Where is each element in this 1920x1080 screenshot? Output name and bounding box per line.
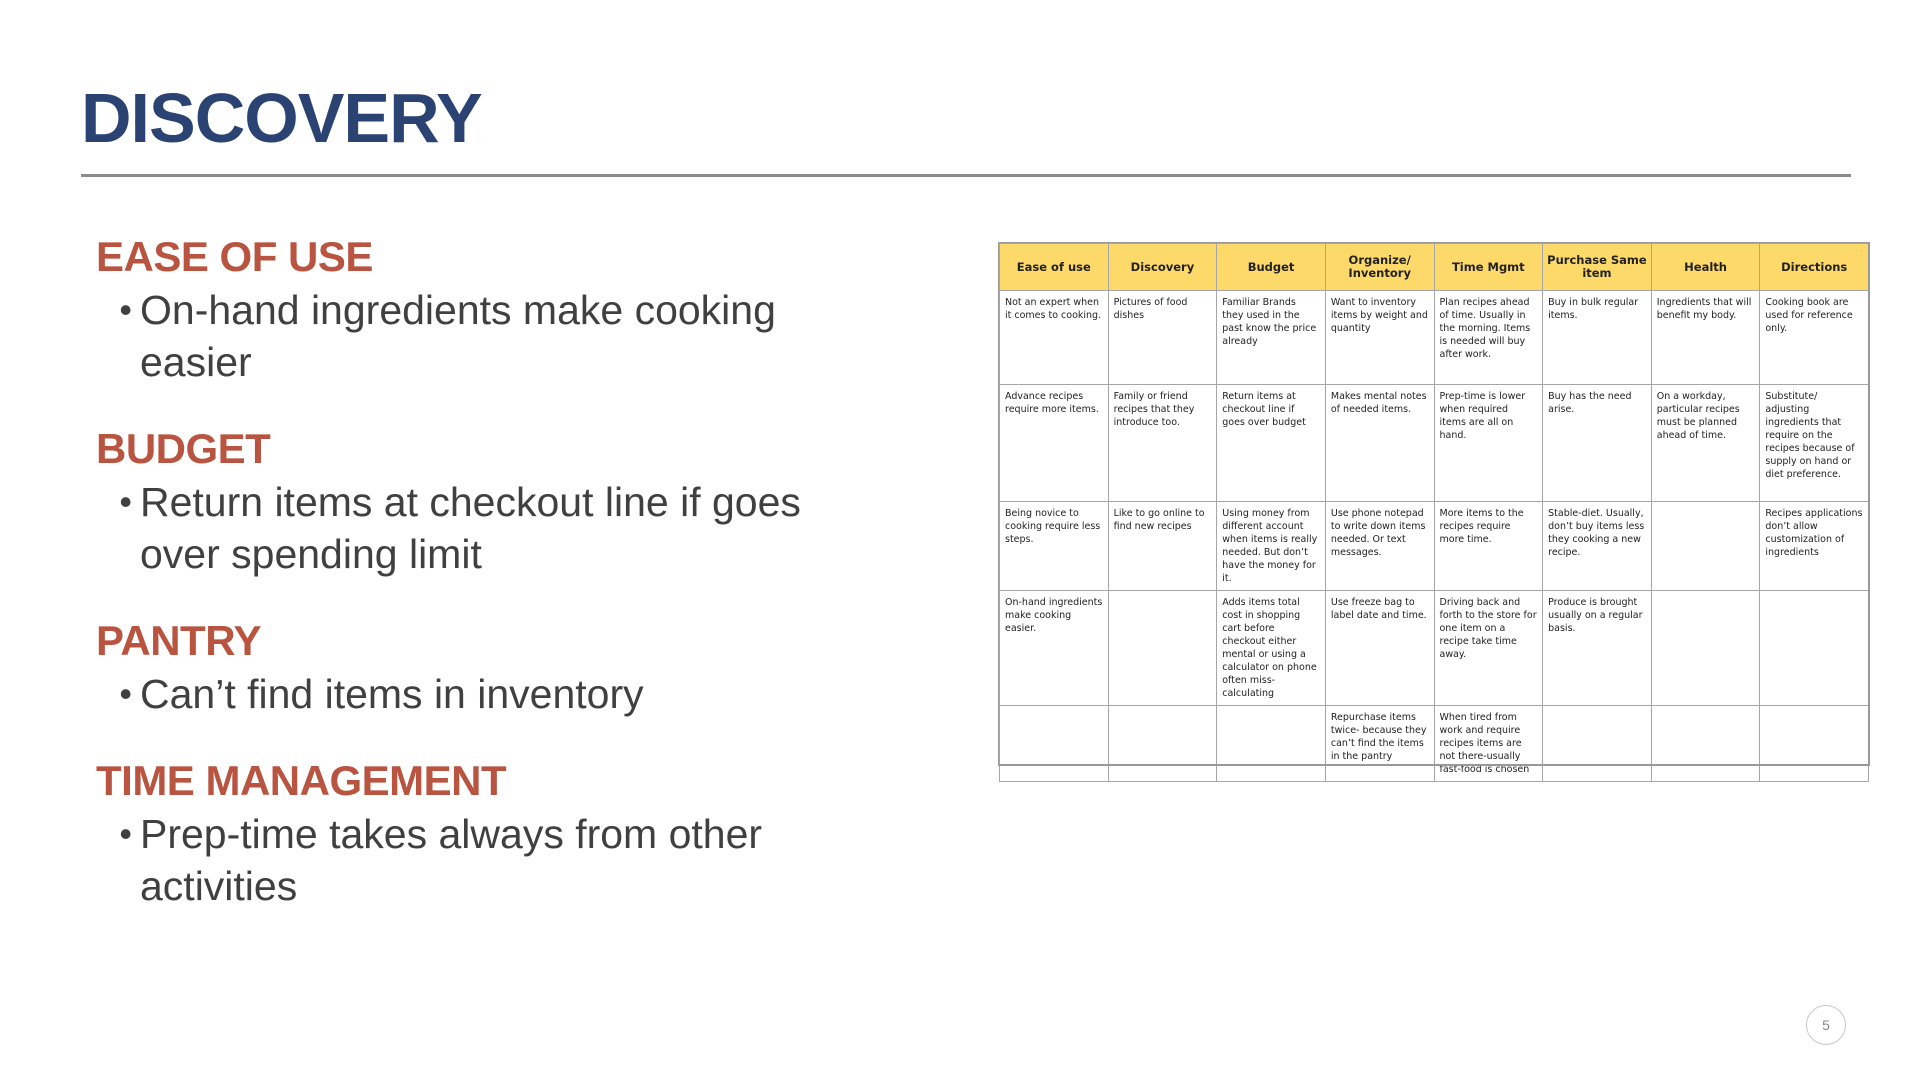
table-row bbox=[1000, 385, 1869, 502]
table-row bbox=[1000, 591, 1869, 706]
table-cell: Use freeze bag to label date and time. bbox=[1325, 591, 1434, 706]
table-cell: Want to inventory items by weight and quantity bbox=[1325, 291, 1434, 385]
table-cell: Substitute/ adjusting ingredients that require on the recipes because of supply on hand or diet preference. bbox=[1760, 385, 1869, 502]
table-row bbox=[1000, 706, 1869, 782]
table-cell: Buy has the need arise. bbox=[1543, 385, 1652, 502]
page-number-badge: 5 bbox=[1806, 1005, 1846, 1045]
table-cell: More items to the recipes require more time. bbox=[1434, 502, 1543, 591]
section-budget bbox=[96, 424, 916, 580]
bullet-text: Return items at checkout line if goes over spending limit bbox=[140, 479, 801, 577]
table-cell: Cooking book are used for reference only. bbox=[1760, 291, 1869, 385]
table-cell: Familiar Brands they used in the past know the price already bbox=[1217, 291, 1326, 385]
table-cell: When tired from work and require recipes items are not there-usually fast-food is chosen bbox=[1434, 706, 1543, 782]
table-cell bbox=[1108, 591, 1217, 706]
bullet-item bbox=[96, 668, 916, 720]
table-cell: Family or friend recipes that they introduce too. bbox=[1108, 385, 1217, 502]
bullet-icon: • bbox=[119, 673, 132, 714]
table-cell: Driving back and forth to the store for one item on a recipe take time away. bbox=[1434, 591, 1543, 706]
table-header-row bbox=[1000, 244, 1869, 291]
table-cell: Adds items total cost in shopping cart before checkout either mental or using a calculator on phone often miss-calculating bbox=[1217, 591, 1326, 706]
table-cell bbox=[1651, 706, 1760, 782]
table-cell: Repurchase items twice- because they can’t find the items in the pantry bbox=[1325, 706, 1434, 782]
bullet-icon: • bbox=[119, 481, 132, 522]
column-header-organize-inventory: Organize/ Inventory bbox=[1325, 244, 1434, 291]
bullet-item bbox=[96, 284, 916, 388]
table-cell bbox=[1543, 706, 1652, 782]
table-cell bbox=[1760, 591, 1869, 706]
table-cell: Ingredients that will benefit my body. bbox=[1651, 291, 1760, 385]
table-cell: Plan recipes ahead of time. Usually in the morning. Items is needed will buy after work. bbox=[1434, 291, 1543, 385]
table-cell: Makes mental notes of needed items. bbox=[1325, 385, 1434, 502]
table-row bbox=[1000, 502, 1869, 591]
section-heading: PANTRY bbox=[96, 617, 261, 664]
column-header-budget: Budget bbox=[1217, 244, 1326, 291]
bullet-icon: • bbox=[119, 813, 132, 854]
table-cell: Use phone notepad to write down items needed. Or text messages. bbox=[1325, 502, 1434, 591]
table-cell bbox=[1651, 591, 1760, 706]
title-divider bbox=[81, 174, 1851, 177]
column-header-discovery: Discovery bbox=[1108, 244, 1217, 291]
slide-title: DISCOVERY bbox=[81, 79, 482, 157]
table-cell bbox=[1217, 706, 1326, 782]
table-cell: Not an expert when it comes to cooking. bbox=[1000, 291, 1109, 385]
table-cell bbox=[1760, 706, 1869, 782]
table-cell bbox=[1651, 502, 1760, 591]
table-cell: Stable-diet. Usually, don’t buy items less they cooking a new recipe. bbox=[1543, 502, 1652, 591]
table-cell: Produce is brought usually on a regular basis. bbox=[1543, 591, 1652, 706]
table-cell: Being novice to cooking require less steps. bbox=[1000, 502, 1109, 591]
bullet-text: Can’t find items in inventory bbox=[140, 671, 644, 717]
table-cell: Like to go online to find new recipes bbox=[1108, 502, 1217, 591]
bullet-text: On-hand ingredients make cooking easier bbox=[140, 287, 776, 385]
findings-list bbox=[96, 232, 916, 948]
table-cell: Return items at checkout line if goes over budget bbox=[1217, 385, 1326, 502]
table-cell bbox=[1000, 706, 1109, 782]
table-cell: On a workday, particular recipes must be planned ahead of time. bbox=[1651, 385, 1760, 502]
table-cell: Using money from different account when items is really needed. But don’t have the money for it. bbox=[1217, 502, 1326, 591]
table-cell: Recipes applications don’t allow customization of ingredients bbox=[1760, 502, 1869, 591]
table-cell: Pictures of food dishes bbox=[1108, 291, 1217, 385]
table-cell: Advance recipes require more items. bbox=[1000, 385, 1109, 502]
table-cell bbox=[1108, 706, 1217, 782]
section-ease-of-use bbox=[96, 232, 916, 388]
section-heading: EASE OF USE bbox=[96, 233, 373, 280]
section-heading: BUDGET bbox=[96, 425, 271, 472]
section-pantry bbox=[96, 616, 916, 720]
column-header-ease-of-use: Ease of use bbox=[1000, 244, 1109, 291]
column-header-purchase-same-item: Purchase Same item bbox=[1543, 244, 1652, 291]
column-header-directions: Directions bbox=[1760, 244, 1869, 291]
section-heading: TIME MANAGEMENT bbox=[96, 757, 507, 804]
section-time-management bbox=[96, 756, 916, 912]
column-header-time-mgmt: Time Mgmt bbox=[1434, 244, 1543, 291]
bullet-item bbox=[96, 808, 916, 912]
table-cell: Prep-time is lower when required items are all on hand. bbox=[1434, 385, 1543, 502]
bullet-icon: • bbox=[119, 289, 132, 330]
column-header-health: Health bbox=[1651, 244, 1760, 291]
table-row bbox=[1000, 291, 1869, 385]
discovery-matrix-table bbox=[999, 243, 1869, 782]
bullet-item bbox=[96, 476, 916, 580]
bullet-text: Prep-time takes always from other activities bbox=[140, 811, 763, 909]
table-cell: On-hand ingredients make cooking easier. bbox=[1000, 591, 1109, 706]
table-cell: Buy in bulk regular items. bbox=[1543, 291, 1652, 385]
